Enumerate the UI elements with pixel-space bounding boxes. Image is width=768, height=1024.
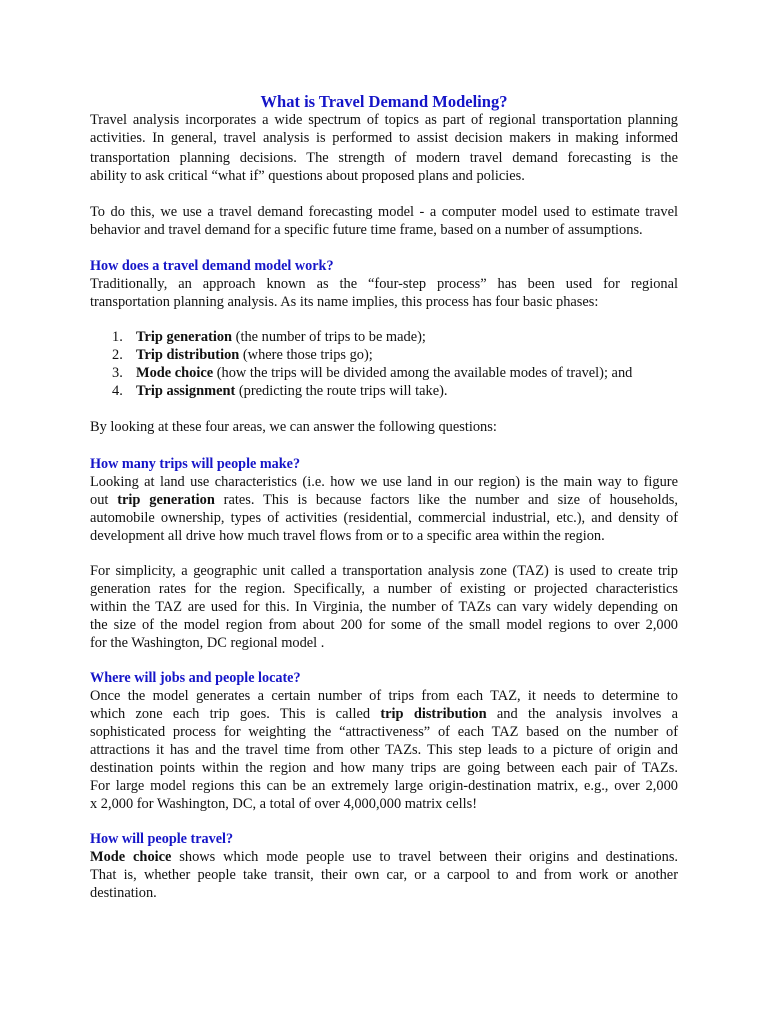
travel-line-2: That is, whether people take transit, their own car, or a carpool to and from work or another bbox=[90, 867, 678, 883]
list-text bbox=[136, 364, 632, 382]
questions-intro: By looking at these four areas, we can answer the following questions: bbox=[90, 419, 497, 435]
todo-line-1: To do this, we use a travel demand forecasting model - a computer model used to estimate travel bbox=[90, 204, 678, 220]
trips-p1-line-3: automobile ownership, types of activities (residential, commercial industrial, etc.), and density of bbox=[90, 510, 678, 526]
intro-line-4: ability to ask critical “what if” questions about proposed plans and policies. bbox=[90, 168, 525, 184]
locate-line-7: x 2,000 for Washington, DC, a total of over 4,000,000 matrix cells! bbox=[90, 796, 478, 812]
todo-line-2: behavior and travel demand for a specific future time frame, based on a number of assumptions. bbox=[90, 222, 643, 238]
locate-line-2 bbox=[90, 705, 678, 723]
trips-p2-line-4: the size of the model region from about 200 for some of the small model regions to over 2,000 bbox=[90, 617, 678, 633]
list-description: (where those trips go); bbox=[239, 347, 373, 363]
how-work-line-2: transportation planning analysis. As its name implies, this process has four basic phases: bbox=[90, 294, 599, 310]
how-work-line-1: Traditionally, an approach known as the “four-step process” has been used for regional bbox=[90, 276, 678, 292]
locate-line-4: attractions it has and the travel time from other TAZs. This step leads to a picture of origin and bbox=[90, 742, 678, 758]
locate-line-1: Once the model generates a certain number of trips from each TAZ, it needs to determine to bbox=[90, 688, 678, 704]
list-number: 4. bbox=[112, 383, 123, 399]
intro-line-3: transportation planning decisions. The strength of modern travel demand forecasting is the bbox=[90, 150, 678, 166]
heading-how-travel: How will people travel? bbox=[90, 831, 234, 847]
list-number: 2. bbox=[112, 347, 123, 363]
text-run: and the analysis involves a bbox=[486, 706, 678, 722]
text-run: out bbox=[90, 492, 118, 508]
list-text bbox=[136, 328, 426, 346]
heading-where-locate: Where will jobs and people locate? bbox=[90, 670, 301, 686]
term-trip-generation: trip generation bbox=[117, 492, 215, 508]
term-mode-choice: Mode choice bbox=[90, 849, 172, 865]
trips-p1-line-2 bbox=[90, 491, 678, 509]
list-term: Trip distribution bbox=[136, 347, 240, 363]
trips-p2-line-1: For simplicity, a geographic unit called a transportation analysis zone (TAZ) is used to create trip bbox=[90, 563, 678, 579]
locate-line-3: sophisticated process for weighting the “attractiveness” of each TAZ based on the number of bbox=[90, 724, 678, 740]
list-description: (how the trips will be divided among the available modes of travel); and bbox=[213, 365, 633, 381]
list-term: Mode choice bbox=[136, 365, 214, 381]
term-trip-distribution: trip distribution bbox=[380, 706, 487, 722]
travel-line-3: destination. bbox=[90, 885, 157, 901]
trips-p2-line-3: within the TAZ are used for this. In Virginia, the number of TAZs can vary widely depending on bbox=[90, 599, 678, 615]
list-term: Trip generation bbox=[136, 329, 233, 345]
page-title: What is Travel Demand Modeling? bbox=[260, 92, 508, 111]
trips-p2-line-2: generation rates for the region. Specifically, a number of existing or projected characteristics bbox=[90, 581, 678, 597]
list-text bbox=[136, 382, 447, 400]
trips-p1-line-1: Looking at land use characteristics (i.e. how we use land in our region) is the main way to figure bbox=[90, 474, 678, 490]
list-term: Trip assignment bbox=[136, 383, 236, 399]
intro-line-2: activities. In general, travel analysis is performed to assist decision makers in making informed bbox=[90, 130, 678, 146]
intro-line-1: Travel analysis incorporates a wide spectrum of topics as part of regional transportation planning bbox=[90, 112, 678, 128]
heading-how-model-works: How does a travel demand model work? bbox=[90, 258, 334, 274]
locate-line-6: For large model regions this can be an extremely large origin-destination matrix, e.g., over 2,000 bbox=[90, 778, 678, 794]
trips-p2-line-5: for the Washington, DC regional model . bbox=[90, 635, 325, 651]
locate-line-5: destination points within the region and how many trips are going between each pair of TAZs. bbox=[90, 760, 678, 776]
heading-how-many-trips: How many trips will people make? bbox=[90, 456, 301, 472]
text-run: which zone each trip goes. This is called bbox=[90, 706, 381, 722]
text-run: shows which mode people use to travel between their origins and destinations. bbox=[171, 849, 679, 865]
list-text bbox=[136, 346, 373, 364]
list-description: (predicting the route trips will take). bbox=[235, 383, 448, 399]
text-run: rates. This is because factors like the number and size of households, bbox=[214, 492, 678, 508]
list-number: 1. bbox=[112, 329, 123, 345]
list-description: (the number of trips to be made); bbox=[232, 329, 426, 345]
trips-p1-line-4: development all drive how much travel flows from or to a specific area within the region. bbox=[90, 528, 605, 544]
list-number: 3. bbox=[112, 365, 123, 381]
travel-line-1 bbox=[90, 848, 678, 866]
